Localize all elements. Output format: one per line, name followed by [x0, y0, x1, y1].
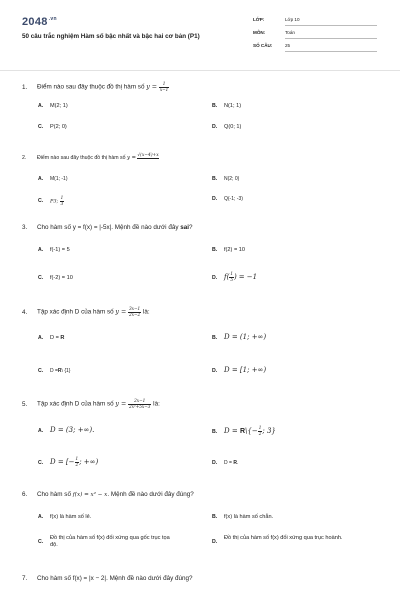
- option-text: f(2) = 10: [224, 247, 245, 253]
- option-text-end: = −1: [238, 272, 258, 281]
- question-text-end: là:: [142, 308, 150, 316]
- option-set-symbol: R: [239, 427, 245, 435]
- meta-subject-key: MÔN:: [253, 30, 266, 35]
- question-6: [22, 491, 194, 499]
- question-2: [22, 152, 159, 162]
- option-text: Q(0; 1): [224, 124, 242, 130]
- option-1a[interactable]: [38, 103, 68, 110]
- question-text: Điểm nào sau đây thuộc đồ thị hàm số: [37, 83, 145, 91]
- option-letter: D.: [212, 196, 218, 202]
- formula-numerator: √(x−4)+x: [137, 153, 159, 158]
- question-text-end: là:: [153, 400, 160, 408]
- question-7: [22, 575, 192, 583]
- question-3: [22, 224, 193, 232]
- option-text: M(1; -1): [50, 176, 68, 182]
- site-logo[interactable]: [22, 16, 57, 28]
- question-number: 3.: [22, 224, 28, 231]
- option-letter: C.: [38, 368, 44, 374]
- option-text: Q(-1; -3): [224, 196, 243, 202]
- meta-underline: [285, 51, 377, 52]
- option-letter: D.: [212, 124, 218, 130]
- worksheet-title: 50 câu trắc nghiệm Hàm số bậc nhất và bậc hai cơ bản (P1): [22, 33, 200, 40]
- option-letter: B.: [212, 428, 218, 435]
- option-3c[interactable]: [38, 275, 73, 282]
- question-formula: f(x) = x² − x: [72, 492, 108, 498]
- option-text: f(-1) = 5: [50, 247, 70, 253]
- option-text: Đồ thị của hàm số f(x) đối xứng qua gốc trục tọa độ.: [50, 535, 170, 548]
- option-1b[interactable]: [212, 103, 241, 110]
- option-letter: B.: [212, 103, 218, 109]
- question-5: [22, 399, 160, 409]
- option-2c[interactable]: [38, 196, 64, 206]
- question-number: 7.: [22, 575, 28, 582]
- meta-class: [253, 17, 300, 22]
- option-text: f: [224, 272, 227, 281]
- option-3b[interactable]: [212, 247, 245, 254]
- option-1d[interactable]: [212, 124, 241, 131]
- option-1c[interactable]: [38, 124, 67, 131]
- question-text: Tập xác định D của hàm số: [37, 308, 114, 316]
- option-6d[interactable]: [212, 535, 382, 546]
- option-6a[interactable]: [38, 514, 91, 521]
- option-2a[interactable]: [38, 176, 68, 183]
- option-text-end: .: [236, 460, 239, 466]
- option-letter: C.: [38, 198, 44, 205]
- fraction-numerator: 1: [159, 82, 170, 88]
- option-text: D = (1; +∞): [224, 333, 267, 341]
- meta-underline: [285, 25, 377, 26]
- option-2d[interactable]: [212, 196, 243, 203]
- option-5c[interactable]: [38, 457, 98, 467]
- meta-class-key: LỚP:: [253, 17, 265, 22]
- option-text: D =: [224, 426, 240, 435]
- option-letter: A.: [38, 514, 44, 520]
- question-number: 5.: [22, 400, 28, 408]
- fraction-numerator: 1: [60, 195, 64, 200]
- meta-count: [253, 43, 290, 48]
- question-number: 4.: [22, 308, 28, 316]
- option-text-mid: \{: [245, 426, 252, 435]
- fraction-denominator: 3: [60, 200, 64, 206]
- option-letter: B.: [212, 335, 218, 341]
- option-text: M(2; 1): [50, 103, 68, 109]
- option-text: D = [1; +∞): [224, 366, 267, 374]
- option-text: D = (3; +∞).: [50, 426, 95, 434]
- option-6b[interactable]: [212, 514, 273, 521]
- fraction-numerator: 3x−1: [129, 306, 141, 311]
- option-letter: D.: [212, 368, 218, 374]
- option-text: f(x) là hàm số chẵn.: [224, 514, 274, 520]
- option-fraction: [60, 196, 65, 206]
- formula-fraction: [128, 307, 141, 317]
- option-set-symbol: R: [233, 460, 237, 466]
- fraction-numerator: 1: [75, 456, 79, 461]
- fraction-denominator: 2: [258, 430, 262, 436]
- fraction-numerator: 2x−1: [128, 399, 151, 405]
- option-letter: B.: [212, 176, 218, 182]
- option-letter: A.: [38, 428, 44, 434]
- option-3d[interactable]: D. f( $\frac{1}{5}$ ) = −1: [212, 271, 258, 282]
- option-letter: B.: [212, 514, 218, 520]
- option-text: P3;: [50, 198, 59, 205]
- option-set-symbol: R: [60, 335, 65, 341]
- option-4a[interactable]: [38, 335, 64, 342]
- logo-suffix: .vn: [48, 16, 57, 22]
- option-5d[interactable]: [212, 460, 238, 467]
- fraction-numerator: 1: [258, 425, 262, 430]
- option-4b[interactable]: [212, 334, 266, 342]
- option-text: D = [−: [50, 457, 75, 466]
- question-text: Cho hàm số f(x) = |x − 2|. Mệnh đề nào dưới đây đúng?: [37, 575, 193, 582]
- option-text-end: ; +∞): [79, 457, 99, 466]
- fraction-denominator: 2x−2: [129, 311, 141, 317]
- question-formula: y =: [115, 308, 127, 316]
- question-4: [22, 307, 150, 317]
- option-letter: A.: [38, 103, 44, 109]
- logo-text: 2048: [22, 16, 48, 28]
- question-1: [22, 82, 169, 92]
- option-letter: D.: [212, 460, 218, 466]
- meta-underline: [285, 38, 377, 39]
- question-number: 6.: [22, 491, 28, 498]
- option-letter: D.: [212, 274, 218, 281]
- option-letter: C.: [38, 275, 44, 281]
- option-text: D =: [50, 335, 61, 341]
- question-number: 2.: [22, 155, 27, 161]
- question-text: Tập xác định D của hàm số: [37, 400, 114, 408]
- meta-count-key: SỐ CÂU:: [253, 43, 273, 48]
- option-text-end: ; 3}: [262, 426, 276, 435]
- option-text: D =: [50, 368, 58, 374]
- question-text: Điểm nào sau đây thuộc đồ thị hàm số: [37, 155, 126, 161]
- meta-subject-value: Toán: [285, 30, 295, 35]
- meta-count-value: 25: [285, 43, 291, 48]
- fraction-denominator: 2: [75, 461, 79, 467]
- option-2b[interactable]: [212, 176, 239, 183]
- option-6c[interactable]: [38, 535, 208, 549]
- option-4d[interactable]: [212, 367, 266, 375]
- question-text-end: . Mệnh đề nào dưới đây đúng?: [107, 491, 194, 498]
- option-letter: C.: [38, 539, 44, 545]
- option-text: f(x) là hàm số lẻ.: [50, 514, 92, 520]
- option-text-end: \ {1}: [61, 368, 71, 374]
- fraction-denominator: x−1: [159, 86, 169, 92]
- option-text: P(2; 0): [50, 124, 67, 130]
- question-text: Cho hàm số: [37, 491, 71, 498]
- option-5b[interactable]: B. D = R\{− $\frac{1}{2}$ ; 3}: [212, 425, 276, 436]
- formula-fraction: [159, 82, 170, 92]
- option-4c[interactable]: [38, 368, 70, 375]
- option-letter: A.: [38, 176, 44, 182]
- fraction-denominator: 2x²+5x−3: [129, 403, 151, 409]
- fraction-numerator: 1: [230, 271, 233, 276]
- option-3a[interactable]: [38, 247, 70, 254]
- question-formula: y =: [115, 400, 127, 408]
- option-text: Đồ thị của hàm số f(x) đối xứng qua trục hoành.: [224, 535, 343, 541]
- question-formula: y =: [146, 83, 158, 91]
- meta-subject: [253, 30, 295, 35]
- option-letter: A.: [38, 247, 44, 253]
- option-text: N(1; 1): [224, 103, 242, 109]
- fraction-denominator: 5: [230, 276, 233, 282]
- option-set-symbol: R: [57, 368, 62, 374]
- question-emphasis: sai: [180, 224, 189, 231]
- option-text: D =: [224, 460, 234, 466]
- option-letter: C.: [38, 124, 44, 130]
- option-5a[interactable]: [38, 427, 94, 435]
- option-letter: B.: [212, 247, 218, 253]
- option-text: N(2; 0): [224, 176, 240, 182]
- formula-fraction: [128, 399, 151, 409]
- meta-class-value: Lớp 10: [285, 17, 300, 22]
- option-letter: D.: [212, 539, 218, 545]
- question-text: Cho hàm số y = f(x) = |-5x|. Mệnh đề nào dưới đây: [37, 224, 181, 231]
- option-letter: C.: [38, 459, 44, 466]
- question-text-end: ?: [188, 224, 193, 231]
- header-divider: [0, 70, 400, 71]
- question-number: 1.: [22, 83, 28, 91]
- question-formula: y =: [126, 155, 136, 161]
- option-text: f(-2) = 10: [50, 275, 73, 281]
- option-letter: A.: [38, 335, 44, 341]
